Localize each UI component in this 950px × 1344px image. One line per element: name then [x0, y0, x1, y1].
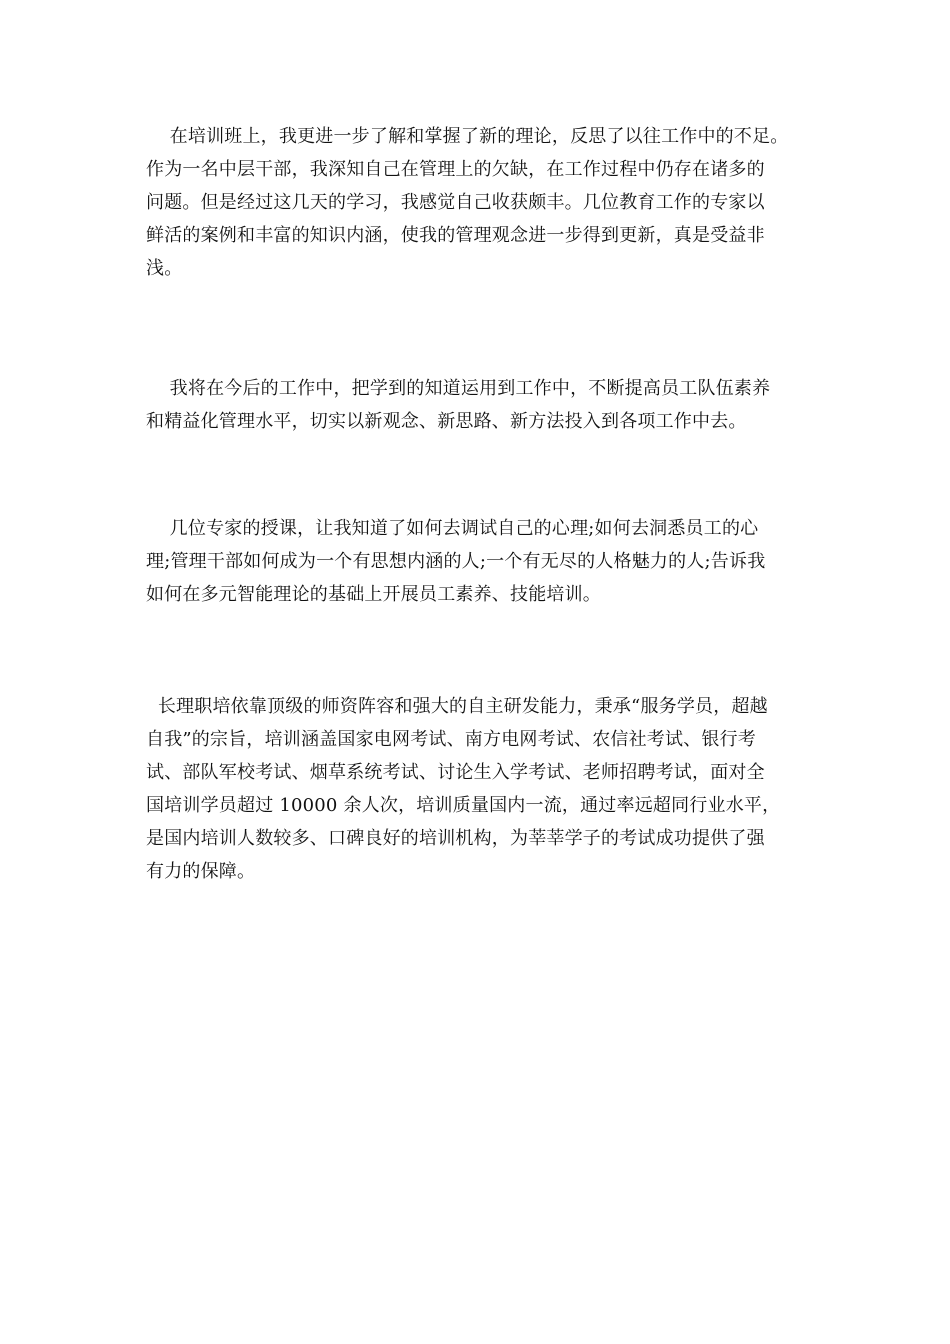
text-line: 作为一名中层干部，我深知自己在管理上的欠缺，在工作过程中仍存在诸多的 [146, 159, 765, 180]
text-line: 长理职培依靠顶级的师资阵容和强大的自主研发能力，秉承“服务学员，超越 [146, 696, 768, 717]
paragraph-training-reflection [146, 120, 816, 285]
text-line: 浅。 [146, 258, 183, 279]
paragraph-future-work [146, 372, 816, 438]
text-line: 我将在今后的工作中，把学到的知道运用到工作中，不断提高员工队伍素养 [146, 378, 771, 399]
text-line: 自我”的宗旨，培训涵盖国家电网考试、南方电网考试、农信社考试、银行考 [146, 729, 756, 750]
paragraph-institution-intro [146, 690, 816, 888]
text-line: 和精益化管理水平，切实以新观念、新思路、新方法投入到各项工作中去。 [146, 411, 747, 432]
text-line: 在培训班上，我更进一步了解和掌握了新的理论，反思了以往工作中的不足。 [146, 126, 789, 147]
text-line: 理;管理干部如何成为一个有思想内涵的人;一个有无尽的人格魅力的人;告诉我 [146, 551, 766, 572]
text-line: 问题。但是经过这几天的学习，我感觉自己收获颇丰。几位教育工作的专家以 [146, 192, 765, 213]
text-line: 是国内培训人数较多、口碑良好的培训机构，为莘莘学子的考试成功提供了强 [146, 828, 765, 849]
text-line: 如何在多元智能理论的基础上开展员工素养、技能培训。 [146, 584, 601, 605]
text-line: 国培训学员超过 10000 余人次，培训质量国内一流，通过率远超同行业水平， [146, 795, 781, 816]
paragraph-expert-lectures [146, 512, 816, 611]
text-line: 有力的保障。 [146, 861, 256, 882]
text-line: 几位专家的授课，让我知道了如何去调试自己的心理;如何去洞悉员工的心 [146, 518, 759, 539]
text-line: 鲜活的案例和丰富的知识内涵，使我的管理观念进一步得到更新，真是受益非 [146, 225, 765, 246]
text-line: 试、部队军校考试、烟草系统考试、讨论生入学考试、老师招聘考试，面对全 [146, 762, 765, 783]
